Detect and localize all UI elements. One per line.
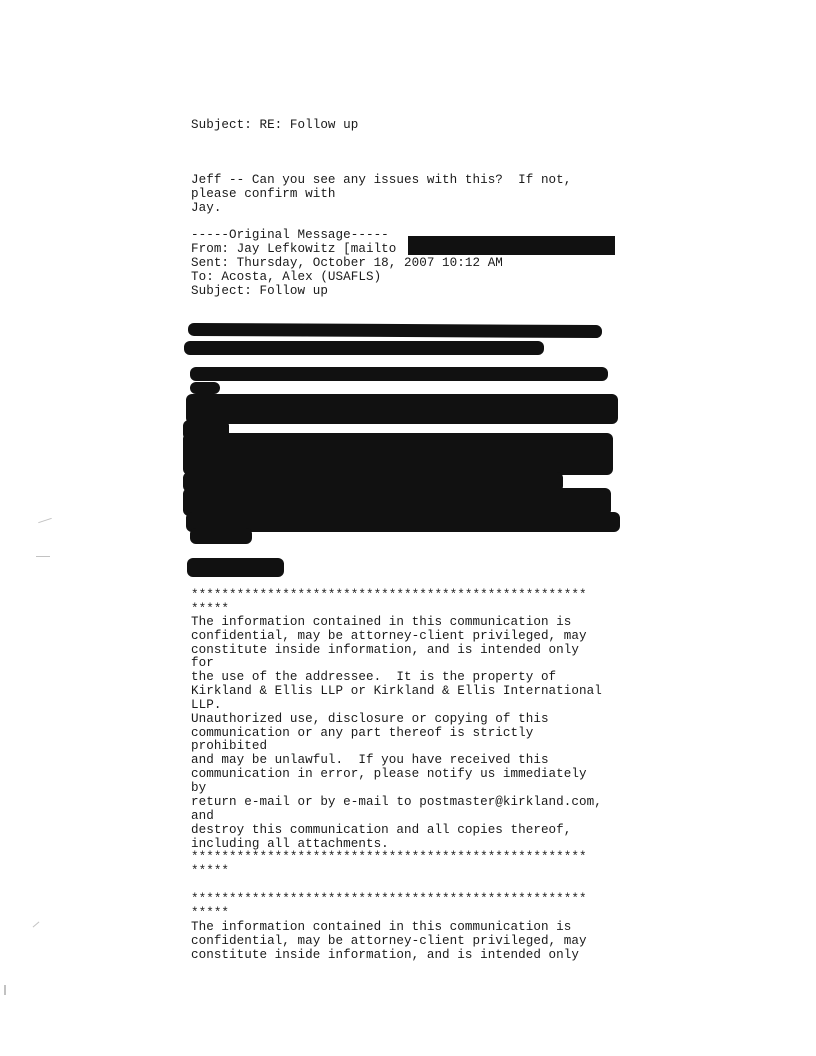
redaction-bar: [188, 323, 602, 338]
disclaimer-line: LLP.: [191, 698, 222, 712]
disclaimer-line: confidential, may be attorney-client privileged, may: [191, 934, 587, 948]
scan-speck: [33, 922, 40, 928]
disclaimer-line: communication in error, please notify us immediately: [191, 767, 587, 781]
redaction-bar: [190, 382, 220, 394]
from-line: From: Jay Lefkowitz [mailto: [191, 242, 397, 256]
disclaimer-line: for: [191, 656, 214, 670]
disclaimer-line: destroy this communication and all copies thereof,: [191, 823, 572, 837]
scan-speck: [38, 518, 52, 523]
body-line: please confirm with: [191, 187, 336, 201]
redaction-email-address: [408, 236, 615, 255]
disclaimer-line: Kirkland & Ellis LLP or Kirkland & Ellis International: [191, 684, 602, 698]
disclaimer-line: constitute inside information, and is intended only: [191, 643, 579, 657]
redaction-bar: [186, 394, 618, 424]
disclaimer-line: and: [191, 809, 214, 823]
disclaimer-line: prohibited: [191, 739, 268, 753]
redaction-bar: [187, 558, 284, 577]
subject-line: Subject: RE: Follow up: [191, 118, 359, 132]
body-line: Jay.: [191, 201, 222, 215]
disclaimer-line: Unauthorized use, disclosure or copying of this: [191, 712, 549, 726]
body-line: Jeff -- Can you see any issues with this? If not,: [191, 173, 572, 187]
scan-speck: [36, 556, 50, 557]
sent-line: Sent: Thursday, October 18, 2007 10:12 AM: [191, 256, 503, 270]
disclaimer-line: ****************************************************: [191, 892, 587, 906]
disclaimer-line: The information contained in this communication is: [191, 615, 572, 629]
subject-original-line: Subject: Follow up: [191, 284, 328, 298]
disclaimer-line: *****: [191, 906, 230, 920]
disclaimer-line: including all attachments.: [191, 837, 389, 851]
disclaimer-line: constitute inside information, and is intended only: [191, 948, 579, 962]
original-message-divider: -----Original Message-----: [191, 228, 389, 242]
redaction-bar: [190, 367, 608, 381]
disclaimer-line: ****************************************************: [191, 588, 587, 602]
redaction-bar: [183, 433, 613, 475]
redaction-bar: [186, 512, 620, 532]
disclaimer-line: communication or any part thereof is strictly: [191, 726, 534, 740]
disclaimer-line: by: [191, 781, 207, 795]
disclaimer-line: and may be unlawful. If you have received this: [191, 753, 549, 767]
disclaimer-line: ****************************************************: [191, 850, 587, 864]
disclaimer-line: *****: [191, 864, 230, 878]
scan-speck: [4, 985, 6, 995]
disclaimer-line: the use of the addressee. It is the property of: [191, 670, 557, 684]
disclaimer-line: return e-mail or by e-mail to postmaster@kirkland.com,: [191, 795, 602, 809]
disclaimer-line: confidential, may be attorney-client privileged, may: [191, 629, 587, 643]
disclaimer-line: *****: [191, 602, 230, 616]
redaction-bar: [190, 528, 252, 544]
to-line: To: Acosta, Alex (USAFLS): [191, 270, 382, 284]
disclaimer-line: The information contained in this communication is: [191, 920, 572, 934]
redaction-bar: [184, 341, 544, 355]
